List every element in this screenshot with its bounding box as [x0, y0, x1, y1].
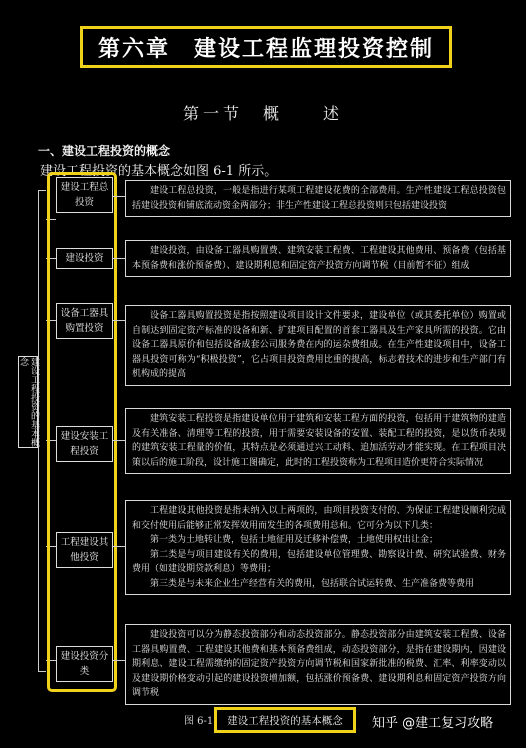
description-text: 建设投资，由设备工器具购置费、建筑安装工程费、工程建设其他费用、预备费（包括基本预备费和涨价预备费）、建设期利息和固定资产投资方向调节税（目前暂不征）组成 — [132, 246, 506, 271]
category-box: 工程建设其他投资 — [56, 532, 113, 568]
description-box — [125, 624, 511, 705]
description-text: 第二类是与项目建设有关的费用，包括建设单位管理费、勘察设计费、研究试验费、财务费用（如建设期贷款利息）等费用； — [132, 549, 506, 574]
description-text: 第三类是与未来企业生产经营有关的费用，包括联合试运转费、生产准备费等费用 — [150, 578, 475, 589]
root-concept-label: 建设工程投资的基本概念 — [18, 357, 39, 447]
category-box: 设备工器具购置投资 — [56, 303, 113, 339]
category-box: 建设投资 — [56, 248, 113, 269]
connector-line — [113, 660, 125, 661]
watermark: 知乎 @建工复习攻略 — [372, 716, 494, 731]
connector-line — [113, 440, 125, 441]
figure-number: 图 6-1 — [184, 716, 214, 727]
intro-text: 建设工程投资的基本概念如图 6-1 所示。 — [40, 164, 278, 179]
category-box: 建设工程总投资 — [56, 177, 113, 213]
description-text: 第一类为土地转让费，包括土地征用及迁移补偿费，土地使用权出让金； — [150, 535, 439, 545]
category-box: 建设安装工程投资 — [56, 426, 113, 462]
category-box: 建设投资分类 — [56, 646, 113, 682]
connector-line — [113, 258, 125, 259]
concept-heading: 一、建设工程投资的概念 — [38, 144, 171, 158]
connector-line — [113, 196, 125, 197]
description-text: 设备工器具购置投资是指按照建设项目设计文件要求，建设单位（或其委托单位）购置或自制达到固定资产标准的设备和新、扩建项目配置的首套工器具及生产家具所需的投资。它由设备工器具原价和包括设备成套公司服务费在内的运杂费组成。在生产性建设项目中，设备工器具投资可称为“积极投资”，它占项目投资费用比重的提高，标志着技术的进步和生产部门有机构成的提高 — [132, 311, 506, 379]
connector-line — [113, 320, 125, 321]
description-text: 建筑安装工程投资是指建设单位用于建筑和安装工程方面的投资，包括用于建筑物的建造及有关准备、清理等工程的投资，用于需要安装设备的安置、装配工程的投资，是以货币表现的建筑安装工程量的价值，其特点是必须通过兴工动料、追加活劳动才能实现。在工程项目决策以后的施工阶段，设计施工图确定，此时的工程投资称为工程项目造价更符合实际情况 — [132, 414, 506, 468]
section-title: 第一节 概 述 — [182, 104, 343, 123]
description-box — [125, 240, 511, 277]
tree-bracket — [38, 190, 46, 672]
connector-line — [113, 546, 125, 547]
chapter-title: 第六章 建设工程监理投资控制 — [80, 26, 452, 68]
description-text: 建设投资可以分为静态投资部分和动态投资部分。静态投资部分由建筑安装工程费、设备工器具购置费、工程建设其他费和基本预备费组成，动态投资部分，是指在建设期内，因建设期利息、建设工程需缴纳的固定资产投资方向调节税和国家新批准的税费、汇率、利率变动以及建设期价格变动引起的建设投资增加额，包括涨价预备费、建设期利息和固定资产投资方向调节税 — [132, 630, 506, 698]
description-box — [125, 180, 511, 217]
description-text: 工程建设其他投资是指未纳入以上两项的，由项目投资支付的、为保证工程建设顺利完成和交付使用后能够正常发挥效用而发生的各项费用总和。它可分为以下几类： — [132, 506, 506, 531]
description-box — [125, 305, 511, 386]
description-box — [125, 408, 511, 474]
description-box — [125, 500, 511, 595]
figure-caption: 建设工程投资的基本概念 — [214, 707, 356, 733]
description-text: 建设工程总投资，一般是指进行某项工程建设花费的全部费用。生产性建设工程总投资包括建设投资和铺底流动资金两部分；非生产性建设工程总投资则只包括建设投资 — [132, 186, 506, 211]
